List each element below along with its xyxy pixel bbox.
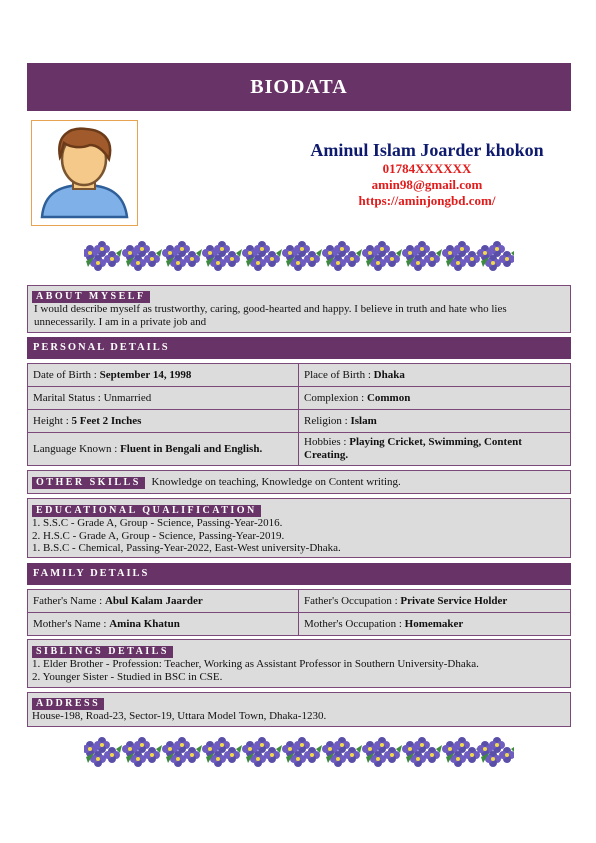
mother-occupation-cell: Mother's Occupation : Homemaker [299, 613, 571, 636]
skills-text: Knowledge on teaching, Knowledge on Content writing. [151, 476, 401, 488]
personal-details-table [27, 363, 571, 466]
about-text: I would describe myself as trustworthy, caring, good-hearted and happy. I believe in truth and hate who lies unnecessarily. I am in a private job and [34, 303, 507, 328]
father-name-cell: Father's Name : Abul Kalam Jaarder [28, 590, 299, 613]
table-row [28, 590, 571, 613]
flower-border-icon [84, 241, 514, 271]
address-heading: ADDRESS [32, 698, 104, 710]
siblings-section [27, 639, 571, 688]
list-item: 1. B.S.C - Chemical, Passing-Year-2022, East-West university-Dhaka. [32, 542, 341, 554]
language-cell: Language Known : Fluent in Bengali and English. [28, 433, 299, 466]
page-title: BIODATA [27, 63, 571, 111]
hobbies-cell: Hobbies : Playing Cricket, Swimming, Content Creating. [299, 433, 571, 466]
table-row [28, 613, 571, 636]
list-item: 2. Younger Sister - Studied in BSC in CSE. [32, 670, 223, 683]
marital-status-cell: Marital Status : Unmarried [28, 387, 299, 410]
education-heading: EDUCATIONAL QUALIFICATION [32, 505, 261, 517]
about-heading: ABOUT MYSELF [32, 291, 150, 303]
table-row [28, 433, 571, 466]
table-row [28, 410, 571, 433]
family-heading: FAMILY DETAILS [27, 563, 571, 585]
website-link[interactable]: https://aminjongbd.com/ [358, 193, 496, 208]
list-item: 1. S.S.C - Grade A, Group - Science, Passing-Year-2016. [32, 517, 283, 529]
complexion-cell: Complexion : Common [299, 387, 571, 410]
skills-section [27, 470, 571, 494]
person-avatar-icon [32, 121, 137, 225]
address-section [27, 692, 571, 727]
siblings-heading: SIBLINGS DETAILS [32, 646, 173, 658]
height-cell: Height : 5 Feet 2 Inches [28, 410, 299, 433]
personal-heading: PERSONAL DETAILS [27, 337, 571, 359]
skills-heading: OTHER SKILLS [32, 477, 145, 489]
profile-photo [31, 120, 138, 226]
phone-number: 01784XXXXXX [382, 161, 472, 176]
dob-cell: Date of Birth : September 14, 1998 [28, 364, 299, 387]
education-section [27, 498, 571, 558]
religion-cell: Religion : Islam [299, 410, 571, 433]
table-row [28, 387, 571, 410]
flower-border-icon [84, 737, 514, 767]
family-details-table [27, 589, 571, 636]
place-of-birth-cell: Place of Birth : Dhaka [299, 364, 571, 387]
person-name: Aminul Islam Joarder khokon [310, 140, 544, 160]
father-occupation-cell: Father's Occupation : Private Service Holder [299, 590, 571, 613]
list-item: 2. H.S.C - Grade A, Group - Science, Passing-Year-2019. [32, 529, 285, 542]
biodata-page [27, 63, 571, 722]
mother-name-cell: Mother's Name : Amina Khatun [28, 613, 299, 636]
about-section [27, 285, 571, 333]
email-address: amin98@gmail.com [371, 177, 483, 192]
address-text: House-198, Road-23, Sector-19, Uttara Model Town, Dhaka-1230. [32, 710, 327, 722]
list-item: 1. Elder Brother - Profession: Teacher, Working as Assistant Professor in Southern University-Dhaka. [32, 658, 479, 670]
contact-block [297, 139, 557, 209]
table-row [28, 364, 571, 387]
